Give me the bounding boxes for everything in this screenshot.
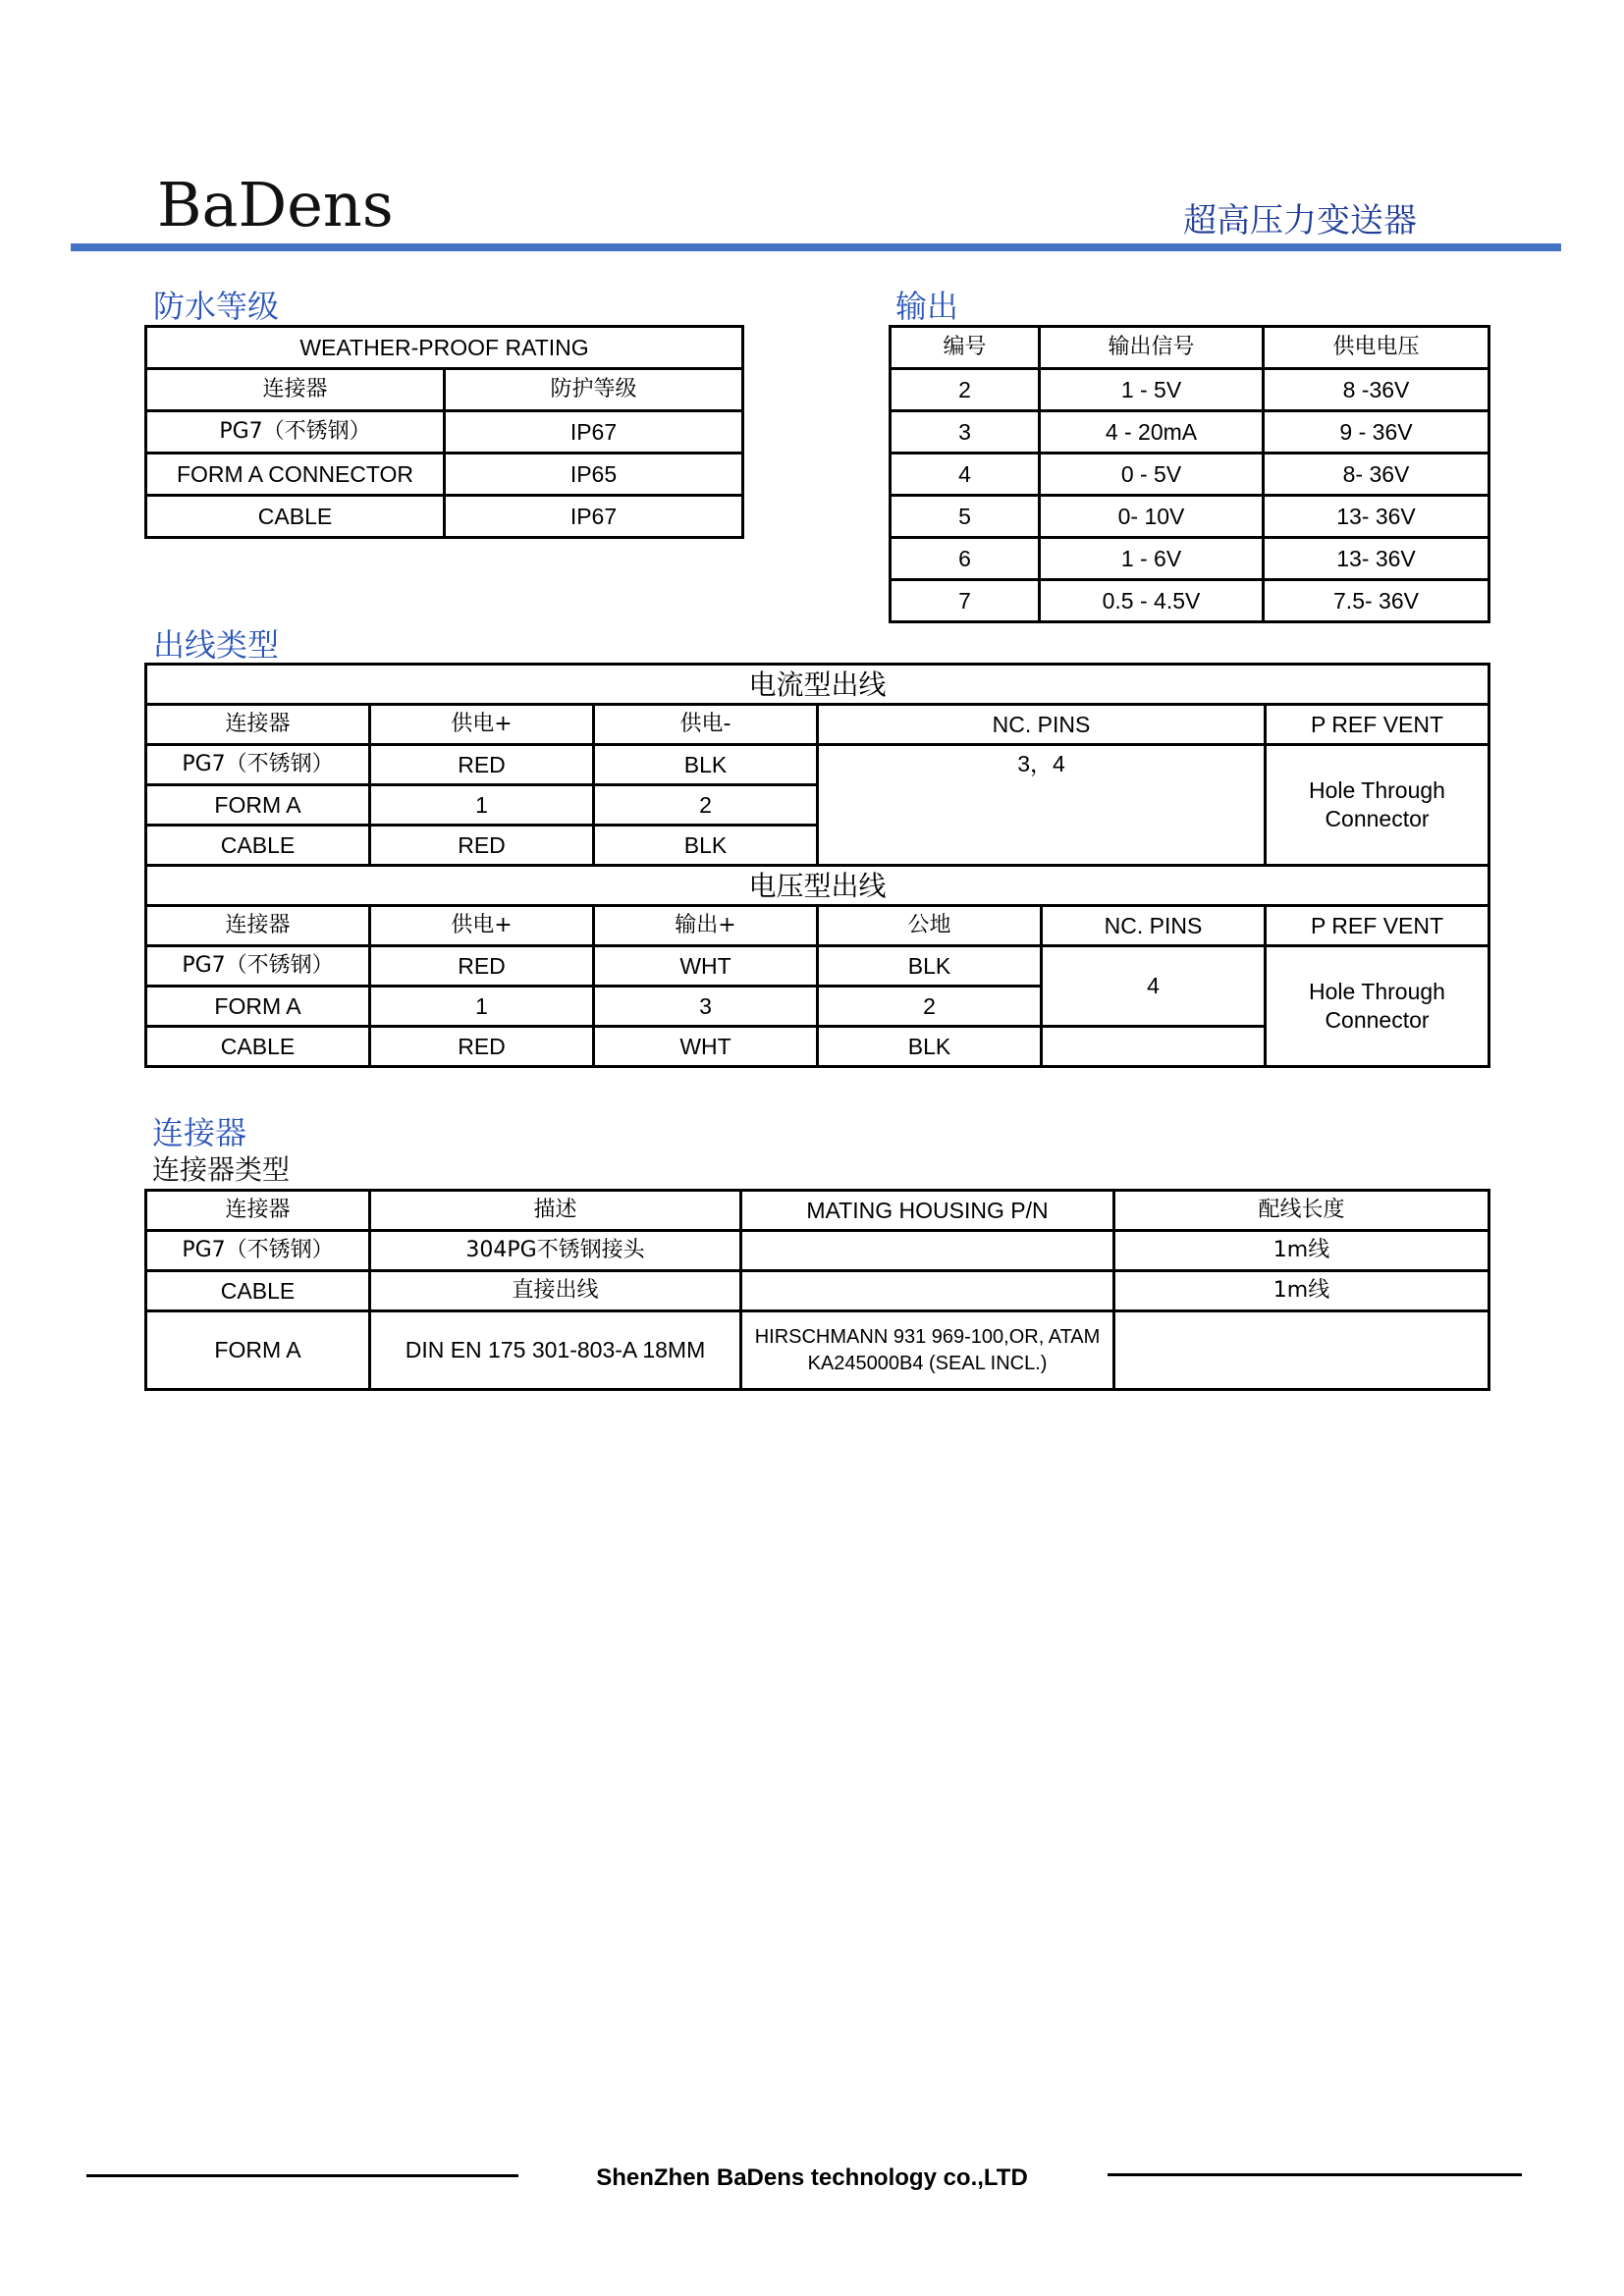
header-signal: 输出信号 <box>1040 327 1264 369</box>
connector-cell: FORM A CONNECTOR <box>146 454 445 496</box>
brand-logo: BaDens <box>157 169 394 240</box>
table-row <box>146 1311 1489 1390</box>
rating-cell: IP67 <box>445 411 743 454</box>
weatherproof-table <box>144 325 744 539</box>
neg-cell: 2 <box>594 785 818 826</box>
out-cell: WHT <box>594 1027 818 1067</box>
connector-cell: CABLE <box>146 826 370 866</box>
empty-cell <box>1042 1027 1266 1067</box>
footer-company: ShenZhen BaDens technology co.,LTD <box>596 2164 1028 2191</box>
header-pos: 供电+ <box>370 906 594 946</box>
gnd-cell: 2 <box>818 987 1042 1027</box>
header-neg: 供电- <box>594 705 818 745</box>
header-vent: P REF VENT <box>1266 705 1489 745</box>
table-row <box>146 1231 1489 1271</box>
table-row <box>891 369 1489 411</box>
neg-cell: BLK <box>594 826 818 866</box>
header-pos: 供电+ <box>370 705 594 745</box>
desc-cell: 直接出线 <box>370 1271 741 1311</box>
pos-cell: RED <box>370 1027 594 1067</box>
header-desc: 描述 <box>370 1191 741 1231</box>
pos-cell: 1 <box>370 785 594 826</box>
mating-cell <box>741 1231 1114 1271</box>
no-cell: 3 <box>891 411 1040 454</box>
table-row <box>146 411 743 454</box>
product-title: 超高压力变送器 <box>1183 201 1417 240</box>
desc-cell: DIN EN 175 301-803-A 18MM <box>370 1311 741 1390</box>
signal-cell: 4 - 20mA <box>1040 411 1264 454</box>
nc-cell: 3，4 <box>818 745 1266 866</box>
header-connector: 连接器 <box>146 1191 370 1231</box>
vent-cell: Hole Through Connector <box>1266 745 1489 866</box>
connector-cell: FORM A <box>146 1311 370 1390</box>
table-row <box>891 496 1489 538</box>
table-row <box>891 411 1489 454</box>
header-out: 输出+ <box>594 906 818 946</box>
connectors-heading: 连接器 <box>152 1114 247 1151</box>
header-connector: 连接器 <box>146 705 370 745</box>
connectors-table <box>144 1189 1490 1391</box>
connector-cell: PG7（不锈钢） <box>146 1231 370 1271</box>
header-rule <box>71 243 1561 251</box>
header-gnd: 公地 <box>818 906 1042 946</box>
connector-cell: CABLE <box>146 1027 370 1067</box>
signal-cell: 1 - 5V <box>1040 369 1264 411</box>
weatherproof-heading: 防水等级 <box>153 288 280 325</box>
signal-cell: 0.5 - 4.5V <box>1040 580 1264 622</box>
no-cell: 6 <box>891 538 1040 580</box>
connector-cell: CABLE <box>146 496 445 538</box>
rating-cell: IP65 <box>445 454 743 496</box>
out-cell: WHT <box>594 946 818 987</box>
header-mating: MATING HOUSING P/N <box>741 1191 1114 1231</box>
header-length: 配线长度 <box>1114 1191 1489 1231</box>
length-cell: 1m线 <box>1114 1231 1489 1271</box>
header-nc: NC. PINS <box>1042 906 1266 946</box>
table-row <box>146 496 743 538</box>
voltage-title: 电压型出线 <box>146 866 1489 906</box>
table-row <box>891 580 1489 622</box>
header-nc: NC. PINS <box>818 705 1266 745</box>
signal-cell: 0- 10V <box>1040 496 1264 538</box>
signal-cell: 1 - 6V <box>1040 538 1264 580</box>
header-connector: 连接器 <box>146 369 445 411</box>
table-row <box>146 745 1489 785</box>
no-cell: 4 <box>891 454 1040 496</box>
no-cell: 2 <box>891 369 1040 411</box>
neg-cell: BLK <box>594 745 818 785</box>
supply-cell: 7.5- 36V <box>1264 580 1489 622</box>
mating-cell: HIRSCHMANN 931 969-100,OR, ATAM KA245000B4 (SEAL INCL.) <box>741 1311 1114 1390</box>
supply-cell: 13- 36V <box>1264 496 1489 538</box>
connector-cell: FORM A <box>146 785 370 826</box>
table-row <box>146 946 1489 987</box>
out-cell: 3 <box>594 987 818 1027</box>
desc-cell: 304PG不锈钢接头 <box>370 1231 741 1271</box>
table-row <box>146 1271 1489 1311</box>
pos-cell: RED <box>370 745 594 785</box>
output-heading: 输出 <box>895 288 959 325</box>
table-row <box>146 454 743 496</box>
nc-cell: 4 <box>1042 946 1266 1027</box>
wiring-table <box>144 663 1490 1068</box>
rating-cell: IP67 <box>445 496 743 538</box>
wiring-heading: 出线类型 <box>153 626 280 664</box>
header-vent: P REF VENT <box>1266 906 1489 946</box>
gnd-cell: BLK <box>818 946 1042 987</box>
table-row <box>891 454 1489 496</box>
pos-cell: 1 <box>370 987 594 1027</box>
current-title: 电流型出线 <box>146 665 1489 705</box>
connector-cell: PG7（不锈钢） <box>146 946 370 987</box>
connector-cell: PG7（不锈钢） <box>146 411 445 454</box>
header-connector: 连接器 <box>146 906 370 946</box>
pos-cell: RED <box>370 946 594 987</box>
supply-cell: 9 - 36V <box>1264 411 1489 454</box>
mating-cell <box>741 1271 1114 1311</box>
output-table <box>889 325 1490 623</box>
table-row <box>891 538 1489 580</box>
pos-cell: RED <box>370 826 594 866</box>
supply-cell: 8 -36V <box>1264 369 1489 411</box>
gnd-cell: BLK <box>818 1027 1042 1067</box>
connector-cell: PG7（不锈钢） <box>146 745 370 785</box>
supply-cell: 8- 36V <box>1264 454 1489 496</box>
vent-cell: Hole Through Connector <box>1266 946 1489 1067</box>
weatherproof-title: WEATHER-PROOF RATING <box>146 327 743 369</box>
header-no: 编号 <box>891 327 1040 369</box>
supply-cell: 13- 36V <box>1264 538 1489 580</box>
connectors-subheading: 连接器类型 <box>152 1153 291 1186</box>
length-cell <box>1114 1311 1489 1390</box>
connector-cell: CABLE <box>146 1271 370 1311</box>
header-supply: 供电电压 <box>1264 327 1489 369</box>
signal-cell: 0 - 5V <box>1040 454 1264 496</box>
header-rating: 防护等级 <box>445 369 743 411</box>
no-cell: 7 <box>891 580 1040 622</box>
length-cell: 1m线 <box>1114 1271 1489 1311</box>
connector-cell: FORM A <box>146 987 370 1027</box>
no-cell: 5 <box>891 496 1040 538</box>
